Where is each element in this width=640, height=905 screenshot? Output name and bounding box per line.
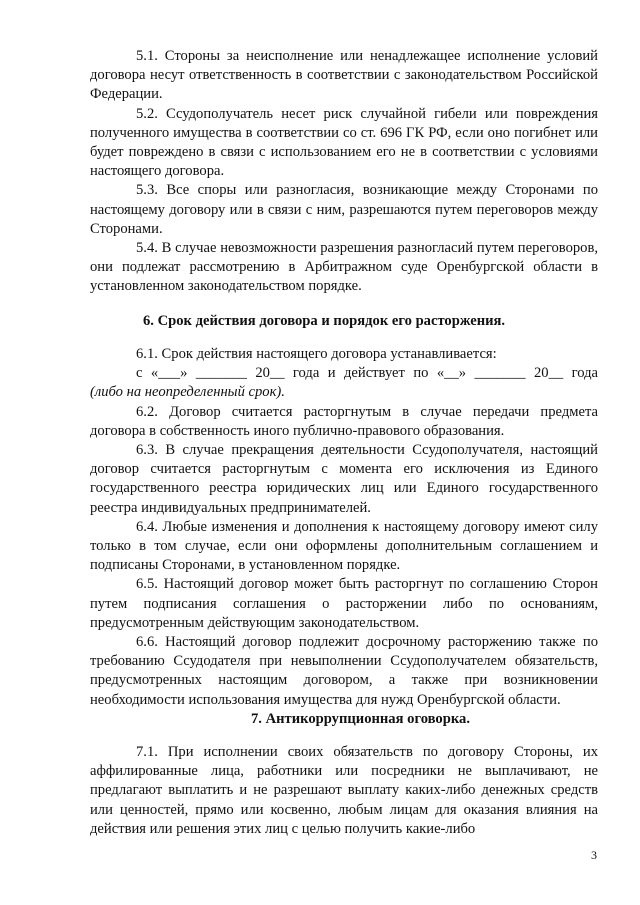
section-5 xyxy=(90,47,598,297)
paragraph-6-1-line-3: (либо на неопределенный срок). xyxy=(90,384,285,401)
paragraph-6-2: 6.2. Договор считается расторгнутым в случае передачи предмета договора в собственность иного публично-правового образования. xyxy=(90,403,598,439)
paragraph-5-4: 5.4. В случае невозможности разрешения разногласий путем переговоров, они подлежат рассмотрению в Арбитражном суде Оренбургской области в установленном законодательством порядке. xyxy=(90,240,598,295)
section-7-heading: 7. Антикоррупционная оговорка. xyxy=(251,711,470,727)
paragraph-5-1: 5.1. Стороны за неисполнение или ненадлежащее исполнение условий договора несут ответственность в соответствии с законодательством Российской Федерации. xyxy=(90,48,598,103)
paragraph-6-5: 6.5. Настоящий договор может быть расторгнут по соглашению Сторон путем подписания соглашения о расторжении либо по основаниям, предусмотренным действующим законодательством. xyxy=(90,576,598,631)
paragraph-6-6: 6.6. Настоящий договор подлежит досрочному расторжению также по требованию Ссудодателя при невыполнении Ссудополучателем обязательств, предусмотренных настоящим договором, а также при возникновении необходимости использования имущества для нужд Оренбургской области. xyxy=(90,634,598,708)
paragraph-7-1: 7.1. При исполнении своих обязательств по договору Стороны, их аффилированные лица, работники или посредники не выплачивают, не предлагают выплатить и не разрешают выплату каких-либо денежных средств или ценностей, прямо или косвенно, любым лицам для оказания влияния на действия или решения этих лиц с целью получить какие-либо xyxy=(90,744,598,837)
section-6-heading: 6. Срок действия договора и порядок его расторжения. xyxy=(143,313,506,329)
paragraph-6-4: 6.4. Любые изменения и дополнения к настоящему договору имеют силу только в том случае, если они оформлены дополнительным соглашением и подписаны Сторонами, в установленном порядке. xyxy=(90,518,598,574)
section-7 xyxy=(90,743,598,839)
paragraph-6-1-line-1: 6.1. Срок действия настоящего договора устанавливается: xyxy=(136,346,497,362)
paragraph-6-1-line-2: с «___» _______ 20__ года и действует по «__» _______ 20__ года xyxy=(136,365,598,382)
paragraph-5-2: 5.2. Ссудополучатель несет риск случайной гибели или повреждения полученного имущества в соответствии со ст. 696 ГК РФ, если оно погибнет или будет повреждено в связи с использованием его не в соответствии с условиями настоящего договора. xyxy=(90,105,598,180)
paragraph-5-3: 5.3. Все споры или разногласия, возникающие между Сторонами по настоящему договору или в связи с ним, разрешаются путем переговоров между Сторонами. xyxy=(90,182,598,237)
section-6 xyxy=(90,345,598,710)
paragraph-6-3: 6.3. В случае прекращения деятельности Ссудополучателя, настоящий договор считается расторгнутым с момента его исключения из Единого государственного реестра юридических лиц или Единого государственного реестра индивидуальных предпринимателей. xyxy=(90,442,598,516)
page-number: 3 xyxy=(591,848,597,862)
